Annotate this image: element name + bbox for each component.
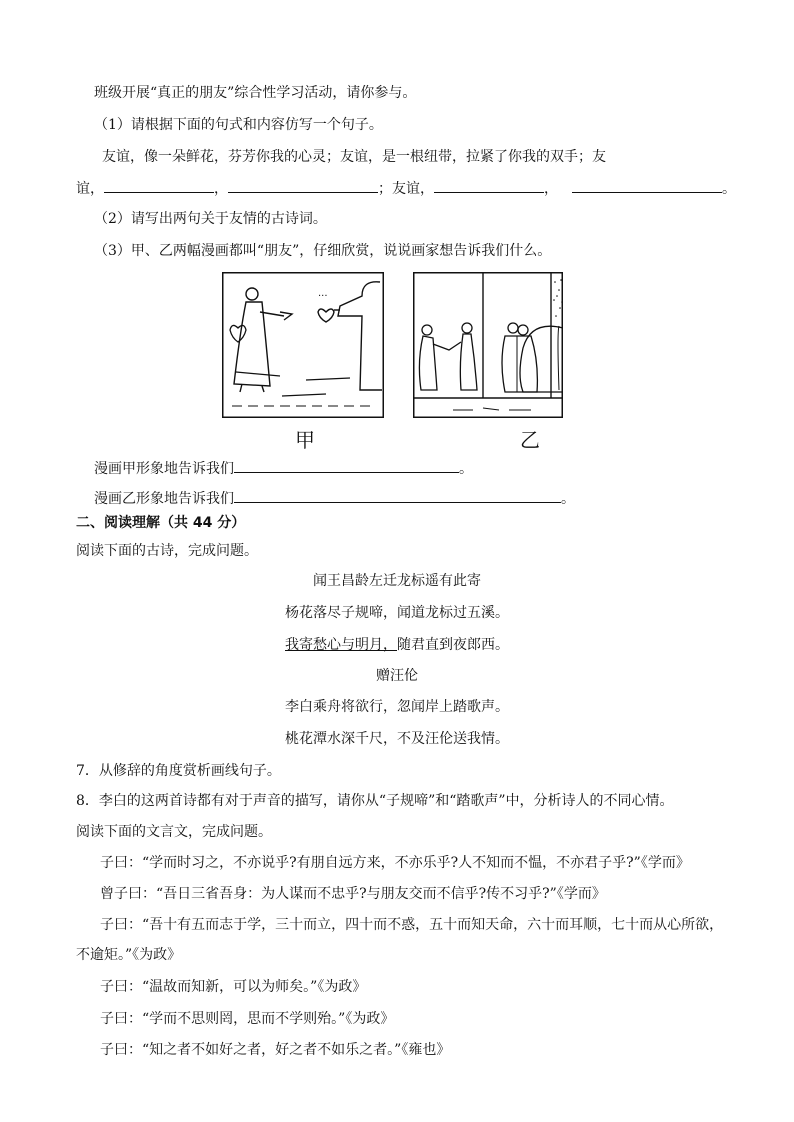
poem-2-line-2: 桃花潭水深千尺，不及汪伦送我情。 xyxy=(285,731,509,747)
poem-intro: 阅读下面的古诗，完成问题。 xyxy=(76,543,258,559)
intro-text: 班级开展“真正的朋友”综合性学习活动，请你参与。 xyxy=(94,85,417,101)
blank-prefix: 谊， xyxy=(76,181,104,197)
wenyan-intro: 阅读下面的文言文，完成问题。 xyxy=(76,824,272,840)
snow-dot xyxy=(559,307,561,309)
question-1-example: 友谊，像一朵鲜花，芬芳你我的心灵；友谊，是一根纽带，拉紧了你我的双手；友 xyxy=(102,149,606,165)
poem-1-title: 闻王昌龄左迁龙标遥有此寄 xyxy=(313,573,481,589)
answer-blank-3[interactable] xyxy=(434,178,544,193)
question-2-label: （2）请写出两句关于友情的古诗词。 xyxy=(94,211,327,227)
poem-1-line-1: 杨花落尽子规啼，闻道龙标过五溪。 xyxy=(285,605,509,621)
snow-dot xyxy=(556,295,558,297)
comic-b-answer: 漫画乙形象地告诉我们 。 xyxy=(94,488,575,508)
answer-blank-4[interactable] xyxy=(572,178,722,193)
underlined-sentence: 我寄愁心与明月， xyxy=(285,637,397,653)
answer-blank-1[interactable] xyxy=(104,178,214,193)
snow-dot xyxy=(558,289,560,291)
snow-dot xyxy=(553,299,555,301)
comic-a-answer-blank[interactable] xyxy=(234,458,459,473)
section-2-heading: 二、阅读理解（共 44 分） xyxy=(76,515,246,531)
question-7: 7．从修辞的角度赏析画线句子。 xyxy=(76,763,281,779)
poem-2-title: 赠汪伦 xyxy=(376,668,418,684)
snow-dot xyxy=(555,315,557,317)
comic-a-illustration xyxy=(222,272,384,418)
question-1-label: （1）请根据下面的句式和内容仿写一个句子。 xyxy=(94,117,383,133)
comic-a-dots: ... xyxy=(318,288,328,299)
comic-a-caption: 甲 xyxy=(295,428,315,452)
analects-quote-5: 子曰：“学而不思则罔，思而不学则殆。”《为政》 xyxy=(100,1011,395,1027)
question-8: 8．李白的这两首诗都有对于声音的描写，请你从“子规啼”和“踏歌声”中，分析诗人的不同心情。 xyxy=(76,793,674,809)
poem-2-line-1: 李白乘舟将欲行，忽闻岸上踏歌声。 xyxy=(285,699,509,715)
analects-quote-1: 子曰：“学而时习之，不亦说乎?有朋自远方来，不亦乐乎?人不知而不愠，不亦君子乎?”《学而》 xyxy=(100,855,690,871)
analects-quote-4: 子曰：“温故而知新，可以为师矣。”《为政》 xyxy=(100,979,367,995)
comic-b-answer-blank[interactable] xyxy=(234,488,561,503)
answer-blank-2[interactable] xyxy=(228,178,378,193)
comic-b-illustration xyxy=(413,272,563,418)
poem-1-line-2: 我寄愁心与明月，随君直到夜郎西。 xyxy=(285,637,509,653)
question-1-blanks: 谊， ， ；友谊， ， 。 xyxy=(76,178,736,198)
analects-quote-3b: 不逾矩。”《为政》 xyxy=(76,947,182,963)
comic-a-answer: 漫画甲形象地告诉我们 。 xyxy=(94,458,473,478)
analects-quote-2: 曾子曰：“吾日三省吾身：为人谋而不忠乎?与朋友交而不信乎?传不习乎?”《学而》 xyxy=(100,886,606,902)
snow-detail xyxy=(553,272,563,282)
question-3-label: （3）甲、乙两幅漫画都叫“朋友”，仔细欣赏，说说画家想告诉我们什么。 xyxy=(94,243,552,259)
comic-b-caption: 乙 xyxy=(520,428,540,452)
analects-quote-3a: 子曰：“吾十有五而志于学，三十而立，四十而不惑，五十而知天命，六十而耳顺，七十而从心所欲， xyxy=(100,917,724,933)
analects-quote-6: 子曰：“知之者不如好之者，好之者不如乐之者。”《雍也》 xyxy=(100,1042,451,1058)
snow-dot xyxy=(561,301,563,303)
